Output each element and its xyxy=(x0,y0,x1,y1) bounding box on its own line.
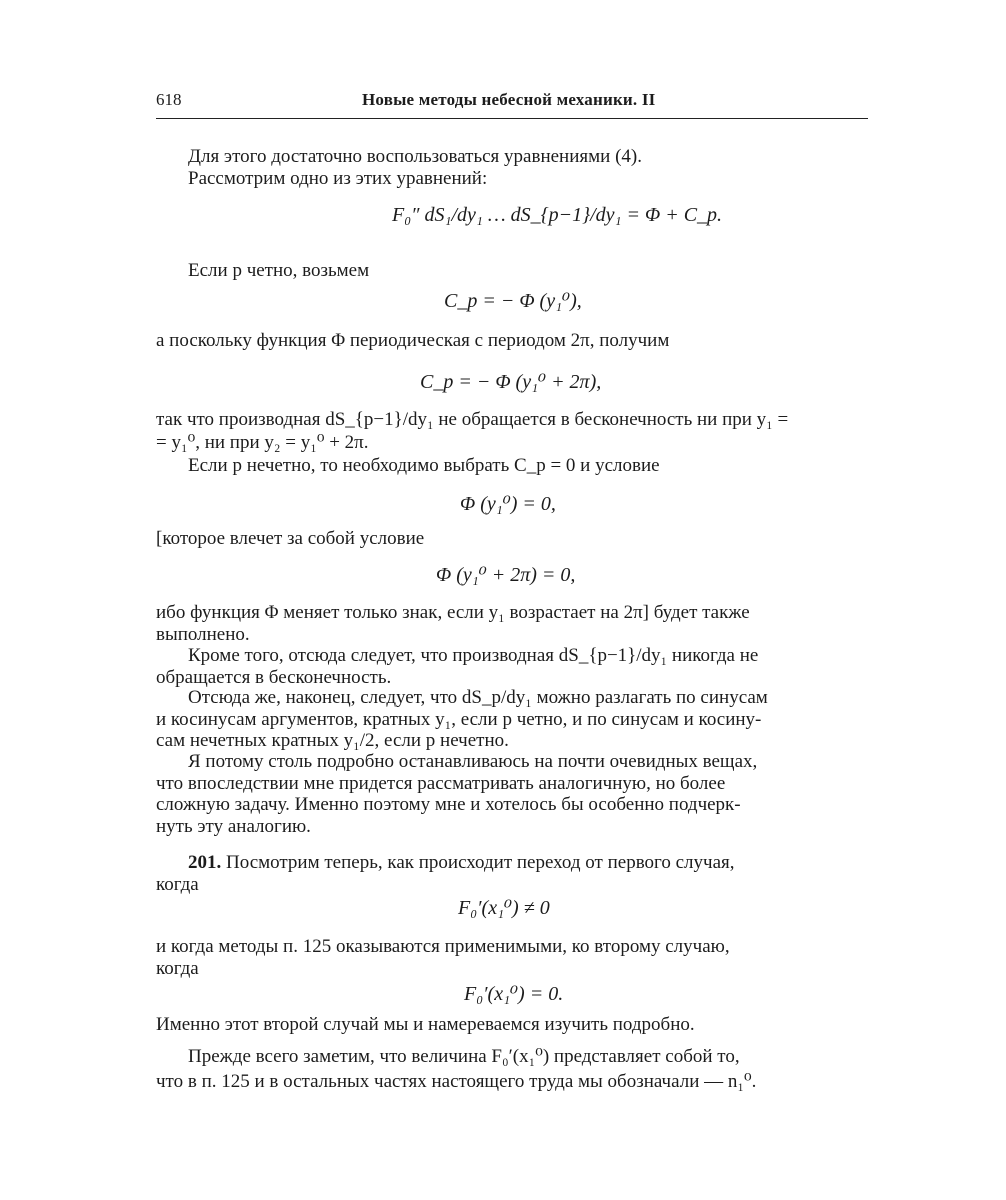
text-line: Для этого достаточно воспользоваться уравнениями (4). xyxy=(188,146,642,167)
equation-1: F₀″ dS₁/dy₁ … dS_{p−1}/dy₁ = Φ + C_p. xyxy=(392,204,723,226)
text-line: Отсюда же, наконец, следует, что dS_p/dy₁ можно разлагать по синусам xyxy=(188,687,768,708)
equation-2: C_p = − Φ (y₁⁰), xyxy=(444,290,582,312)
text-line: нуть эту аналогию. xyxy=(156,816,311,837)
section-201-start xyxy=(188,852,735,874)
equation-5: Φ (y₁⁰ + 2π) = 0, xyxy=(436,564,576,586)
text-line: что впоследствии мне придется рассматривать аналогичную, но более xyxy=(156,773,726,794)
equation-3: C_p = − Φ (y₁⁰ + 2π), xyxy=(420,371,602,393)
text-line: сложную задачу. Именно поэтому мне и хотелось бы особенно подчерк- xyxy=(156,794,741,815)
text-line: Я потому столь подробно останавливаюсь на почти очевидных вещах, xyxy=(188,751,758,772)
text-line: а поскольку функция Φ периодическая с периодом 2π, получим xyxy=(156,330,670,351)
text-line: когда xyxy=(156,874,199,895)
text-line: когда xyxy=(156,958,199,979)
running-header xyxy=(156,90,868,119)
text-line: [которое влечет за собой условие xyxy=(156,528,425,549)
text-line: выполнено. xyxy=(156,624,250,645)
text-line: Посмотрим теперь, как происходит переход от первого случая, xyxy=(226,852,735,873)
text-line: Рассмотрим одно из этих уравнений: xyxy=(188,168,488,189)
text-line: так что производная dS_{p−1}/dy₁ не обращается в бесконечность ни при y₁ = xyxy=(156,409,789,430)
text-line: и косинусам аргументов, кратных y₁, если p четно, и по синусам и косину- xyxy=(156,709,762,730)
text-line: = y₁⁰, ни при y₂ = y₁⁰ + 2π. xyxy=(156,432,369,453)
section-number: 201. xyxy=(188,852,222,873)
text-line: Кроме того, отсюда следует, что производная dS_{p−1}/dy₁ никогда не xyxy=(188,645,759,666)
text-line: ибо функция Φ меняет только знак, если y₁ возрастает на 2π] будет также xyxy=(156,602,750,623)
running-title: Новые методы небесной механики. II xyxy=(362,90,656,109)
text-line: Если p четно, возьмем xyxy=(188,260,370,281)
text-line: Если p нечетно, то необходимо выбрать C_p = 0 и условие xyxy=(188,455,660,476)
text-line: Именно этот второй случай мы и намереваемся изучить подробно. xyxy=(156,1014,695,1035)
equation-6: F₀′(x₁⁰) ≠ 0 xyxy=(458,897,550,919)
equation-4: Φ (y₁⁰) = 0, xyxy=(460,493,556,515)
text-line: что в п. 125 и в остальных частях настоящего труда мы обозначали — n₁⁰. xyxy=(156,1071,757,1092)
page-number: 618 xyxy=(156,90,182,109)
text-line: обращается в бесконечность. xyxy=(156,667,392,688)
text-line: сам нечетных кратных y₁/2, если p нечетно. xyxy=(156,730,509,751)
equation-7: F₀′(x₁⁰) = 0. xyxy=(464,983,564,1005)
text-line: и когда методы п. 125 оказываются применимыми, ко второму случаю, xyxy=(156,936,730,957)
text-line: Прежде всего заметим, что величина F₀′(x₁⁰) представляет собой то, xyxy=(188,1046,740,1067)
